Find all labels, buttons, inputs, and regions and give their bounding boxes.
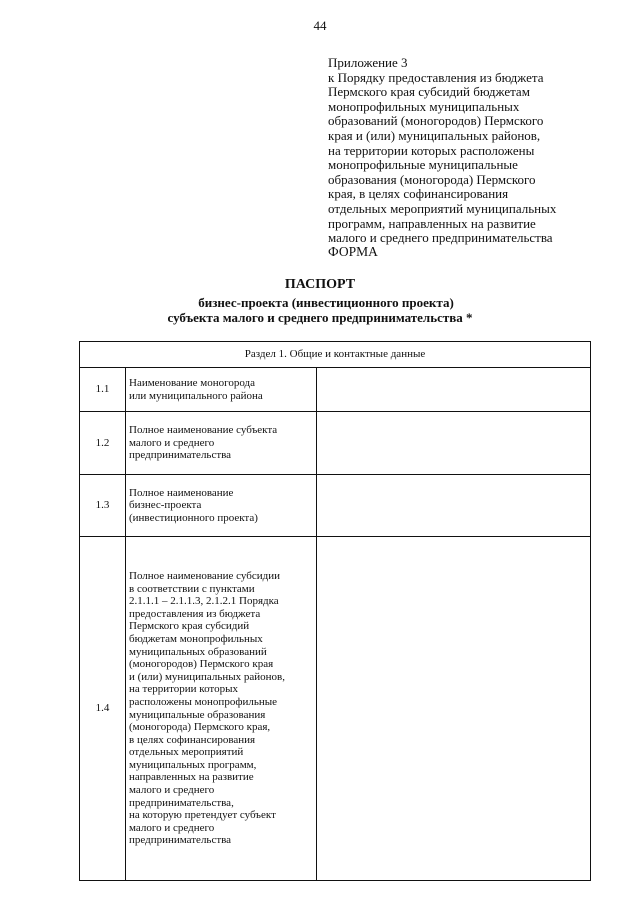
row-label-line: в соответствии с пунктами [129,582,255,595]
row-label-line: на территории которых [129,683,238,696]
row-label-line: на которую претендует субъект [129,809,276,822]
passport-table [79,341,591,881]
row-label [126,368,317,412]
document-subtitle [0,295,640,325]
row-value-cell[interactable] [317,412,591,475]
subtitle-line-2: субъекта малого и среднего предпринимательства * [167,310,473,325]
row-label-line: Полное наименование субсидии [129,569,280,582]
appendix-line: края и (или) муниципальных районов, [328,127,541,143]
appendix-line: образований (моногородов) Пермского [328,113,544,129]
subtitle-line-1: бизнес-проекта (инвестиционного проекта) [198,295,454,310]
appendix-line: на территории которых расположены [328,142,535,158]
row-label-line: в целях софинансирования [129,733,256,746]
row-label-line: малого и среднего [129,784,215,797]
row-label-line: (моногорода) Пермского края, [129,721,271,734]
row-label-line: направленных на развитие [129,771,254,784]
document-title: ПАСПОРТ [284,277,356,292]
row-label-line: Пермского края субсидий [129,620,250,633]
appendix-line: программ, направленных на развитие [328,215,536,231]
section-header: Раздел 1. Общие и контактные данные [80,342,591,368]
row-label-line: предпринимательства [129,834,232,847]
appendix-line: монопрофильные муниципальные [328,157,518,173]
row-label [126,475,317,537]
row-label-line: предпринимательства, [129,796,234,809]
appendix-line: Приложение 3 [328,55,408,70]
row-label-line: расположены монопрофильные [129,695,278,708]
row-label-line: Полное наименование [129,486,234,499]
row-label-line: и (или) муниципальных районов, [129,670,285,683]
table-row [80,475,591,537]
row-label-line: муниципальных образований [129,645,267,658]
page-number: 44 [313,18,327,33]
row-number: 1.2 [80,412,126,475]
row-label-line: 2.1.1.1 – 2.1.1.3, 2.1.2.1 Порядка [129,595,279,608]
appendix-note [328,56,628,246]
row-label-line: или муниципального района [129,389,263,402]
row-number: 1.4 [80,537,126,881]
appendix-line: образования (моногорода) Пермского [328,171,536,187]
row-label-line: муниципальные образования [129,708,266,721]
row-label [126,412,317,475]
table-row [80,412,591,475]
appendix-line: монопрофильных муниципальных [328,98,520,114]
appendix-line: к Порядку предоставления из бюджета [328,69,544,85]
row-value-cell[interactable] [317,537,591,881]
row-label-line: Полное наименование субъекта [129,424,278,437]
row-label-line: (инвестиционного проекта) [129,511,258,524]
appendix-line: малого и среднего предпринимательства [328,230,553,246]
row-label-line: отдельных мероприятий [129,746,244,759]
row-label-line: предпринимательства [129,449,232,462]
row-label-line: малого и среднего [129,436,215,449]
appendix-line: Пермского края субсидий бюджетам [328,84,530,100]
appendix-line: края, в целях софинансирования [328,186,509,202]
row-label-line: (моногородов) Пермского края [129,658,274,671]
row-label-line: малого и среднего [129,821,215,834]
row-number: 1.1 [80,368,126,412]
row-label-line: бюджетам монопрофильных [129,632,263,645]
row-number: 1.3 [80,475,126,537]
section-header-row [80,342,591,368]
form-label: ФОРМА [328,244,378,259]
table-row [80,537,591,881]
row-label-line: предоставления из бюджета [129,607,261,620]
appendix-line: отдельных мероприятий муниципальных [328,200,557,216]
row-value-cell[interactable] [317,475,591,537]
row-label-line: Наименование моногорода [129,376,256,389]
row-value-cell[interactable] [317,368,591,412]
table-row [80,368,591,412]
row-label-line: бизнес-проекта [129,499,202,512]
row-label-line: муниципальных программ, [129,758,257,771]
row-label [126,537,317,881]
